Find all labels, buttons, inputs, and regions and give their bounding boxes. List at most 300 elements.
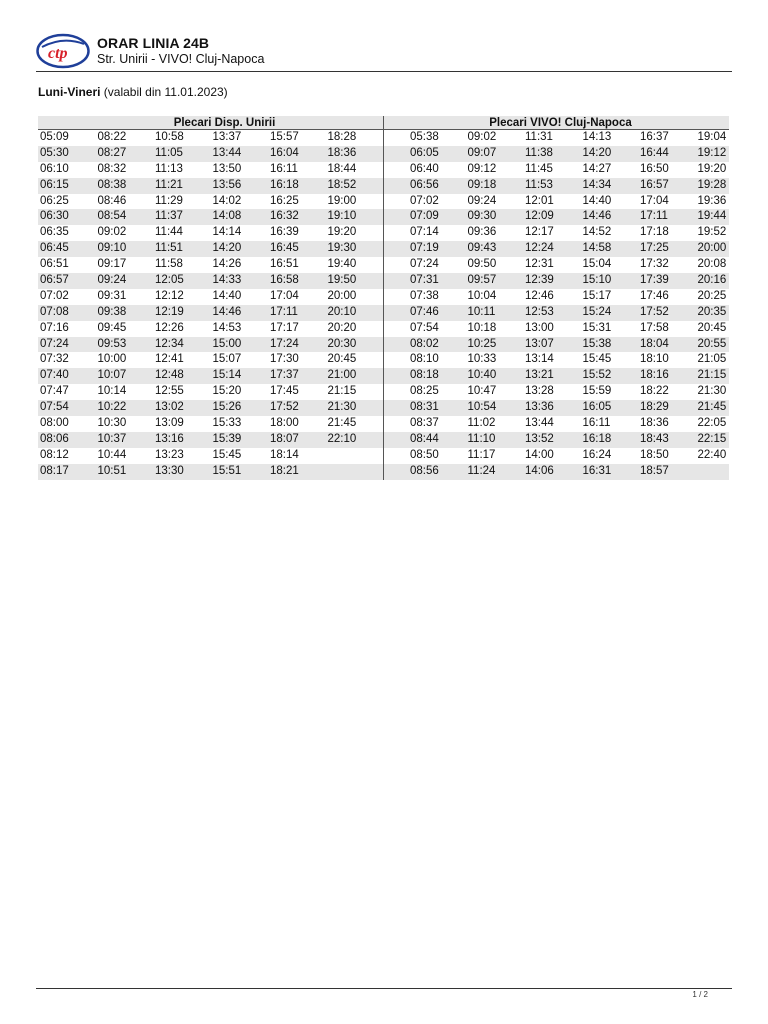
departure-time-cell: 08:32 bbox=[97, 162, 127, 175]
departure-time-cell: 21:45 bbox=[697, 401, 727, 414]
departure-time-cell: 15:39 bbox=[212, 432, 242, 445]
departure-time-cell bbox=[672, 464, 730, 480]
vivo-table-row bbox=[384, 273, 729, 289]
departure-time-cell: 17:11 bbox=[640, 210, 668, 223]
departure-time-cell: 07:14 bbox=[410, 226, 439, 239]
departure-time-cell: 14:13 bbox=[582, 131, 612, 143]
schedule-validity: (valabil din 11.01.2023) bbox=[103, 85, 228, 99]
departure-time-cell: 08:02 bbox=[410, 337, 439, 350]
departure-time-cell: 19:40 bbox=[327, 258, 357, 271]
departure-time-cell: 18:14 bbox=[270, 448, 299, 461]
departure-time-cell: 14:27 bbox=[582, 162, 612, 175]
departure-time-cell: 09:10 bbox=[97, 242, 127, 255]
departure-time-cell: 16:18 bbox=[582, 432, 612, 445]
departure-time-cell: 07:38 bbox=[410, 289, 439, 302]
departure-time-cell: 14:14 bbox=[212, 226, 242, 239]
departure-time-cell: 09:24 bbox=[467, 194, 497, 207]
departure-time-cell: 14:06 bbox=[525, 464, 554, 477]
departure-time-cell: 19:50 bbox=[327, 274, 357, 287]
departure-time-cell: 18:04 bbox=[640, 337, 669, 350]
departure-time-cell: 21:15 bbox=[327, 385, 357, 398]
departure-time-cell: 22:05 bbox=[697, 417, 727, 430]
departure-time-cell: 16:58 bbox=[270, 274, 299, 287]
vivo-table-row bbox=[384, 241, 729, 257]
departure-time-cell: 14:46 bbox=[212, 305, 242, 318]
departure-time-cell: 07:46 bbox=[410, 305, 439, 318]
departure-time-cell: 20:10 bbox=[327, 305, 357, 318]
unirii-table-row bbox=[38, 146, 383, 162]
departure-time-cell: 20:16 bbox=[697, 274, 727, 287]
unirii-table-row bbox=[38, 241, 383, 257]
departure-time-cell: 12:09 bbox=[525, 210, 554, 223]
departure-time-cell: 11:21 bbox=[155, 178, 183, 191]
departure-time-cell: 16:45 bbox=[270, 242, 299, 255]
unirii-table-row bbox=[38, 384, 383, 400]
departure-time-cell: 15:24 bbox=[582, 305, 612, 318]
departure-time-cell: 19:52 bbox=[697, 226, 727, 239]
unirii-table-row bbox=[38, 448, 383, 464]
unirii-table-row bbox=[38, 416, 383, 432]
departure-time-cell: 15:10 bbox=[582, 274, 612, 287]
vivo-table-row bbox=[384, 337, 729, 353]
departure-time-cell: 12:19 bbox=[155, 305, 184, 318]
departure-time-cell: 09:02 bbox=[467, 131, 497, 143]
departure-time-cell: 19:04 bbox=[697, 131, 727, 143]
vivo-table-row bbox=[384, 162, 729, 178]
departure-time-cell: 15:00 bbox=[212, 337, 242, 350]
departure-time-cell: 18:43 bbox=[640, 432, 669, 445]
departure-time-cell: 13:30 bbox=[155, 464, 184, 477]
departure-time-cell: 08:18 bbox=[410, 369, 439, 382]
departure-time-cell: 09:53 bbox=[97, 337, 127, 350]
vivo-table-row bbox=[384, 321, 729, 337]
departure-time-cell: 19:44 bbox=[697, 210, 727, 223]
departure-time-cell: 07:16 bbox=[40, 321, 69, 334]
departure-time-cell: 13:50 bbox=[212, 162, 242, 175]
departure-time-cell: 08:00 bbox=[40, 417, 69, 430]
unirii-table-row bbox=[38, 400, 383, 416]
vivo-table-row bbox=[384, 416, 729, 432]
departure-time-cell: 08:31 bbox=[410, 401, 439, 414]
departure-time-cell: 08:44 bbox=[410, 432, 439, 445]
departure-time-cell: 16:11 bbox=[582, 417, 611, 430]
departure-time-cell: 08:22 bbox=[97, 131, 127, 143]
departure-time-cell bbox=[326, 464, 384, 480]
departure-time-cell: 13:07 bbox=[525, 337, 554, 350]
departure-time-cell: 11:58 bbox=[155, 258, 183, 271]
departure-time-cell: 14:46 bbox=[582, 210, 612, 223]
vivo-table-row bbox=[384, 368, 729, 384]
departure-time-cell: 19:30 bbox=[327, 242, 357, 255]
unirii-table-row bbox=[38, 194, 383, 210]
departure-time-cell: 09:17 bbox=[97, 258, 127, 271]
departure-time-cell: 18:36 bbox=[640, 417, 669, 430]
departure-time-cell: 07:09 bbox=[410, 210, 439, 223]
departure-time-cell: 09:43 bbox=[467, 242, 497, 255]
departure-time-cell: 13:44 bbox=[525, 417, 554, 430]
departure-time-cell: 06:40 bbox=[410, 162, 439, 175]
departure-time-cell: 09:12 bbox=[467, 162, 497, 175]
departure-time-cell: 15:04 bbox=[582, 258, 612, 271]
document-header bbox=[36, 30, 732, 72]
departure-time-cell: 18:29 bbox=[640, 401, 669, 414]
departure-time-cell: 13:56 bbox=[212, 178, 242, 191]
departure-time-cell: 11:44 bbox=[155, 226, 183, 239]
departure-time-cell: 07:24 bbox=[40, 337, 69, 350]
departure-time-cell: 18:52 bbox=[327, 178, 357, 191]
departure-time-cell: 08:54 bbox=[97, 210, 127, 223]
departure-time-cell: 14:58 bbox=[582, 242, 612, 255]
departure-time-cell: 06:57 bbox=[40, 274, 69, 287]
departure-time-cell: 19:00 bbox=[327, 194, 357, 207]
departure-time-cell: 21:30 bbox=[327, 401, 357, 414]
departure-time-cell: 14:40 bbox=[212, 289, 242, 302]
departure-time-cell: 20:55 bbox=[697, 337, 727, 350]
departure-time-cell: 15:20 bbox=[212, 385, 242, 398]
departure-time-cell: 13:28 bbox=[525, 385, 554, 398]
departure-time-cell: 11:05 bbox=[155, 146, 183, 159]
departure-time-cell: 12:17 bbox=[525, 226, 554, 239]
unirii-table-row bbox=[38, 225, 383, 241]
departure-time-cell: 13:14 bbox=[525, 353, 554, 366]
departure-time-cell: 17:24 bbox=[270, 337, 299, 350]
departure-time-cell: 19:20 bbox=[697, 162, 727, 175]
vivo-table-row bbox=[384, 448, 729, 464]
departure-time-cell: 18:00 bbox=[270, 417, 299, 430]
departure-time-cell: 12:31 bbox=[525, 258, 554, 271]
unirii-table-row bbox=[38, 305, 383, 321]
departure-time-cell: 15:17 bbox=[582, 289, 612, 302]
departure-time-cell: 20:25 bbox=[697, 289, 727, 302]
vivo-table-row bbox=[384, 400, 729, 416]
departure-time-cell: 14:33 bbox=[212, 274, 242, 287]
departure-time-cell: 13:00 bbox=[525, 321, 554, 334]
departure-time-cell: 13:02 bbox=[155, 401, 184, 414]
departure-time-cell: 22:15 bbox=[697, 432, 727, 445]
departure-time-cell: 08:50 bbox=[410, 448, 439, 461]
departure-time-cell: 07:47 bbox=[40, 385, 69, 398]
departures-vivo-rows bbox=[384, 130, 729, 480]
departure-time-cell: 11:17 bbox=[467, 448, 496, 461]
unirii-table-row bbox=[38, 432, 383, 448]
departure-time-cell: 17:39 bbox=[640, 274, 669, 287]
departure-time-cell: 06:30 bbox=[40, 210, 69, 223]
departure-time-cell: 11:29 bbox=[155, 194, 183, 207]
departure-time-cell: 07:40 bbox=[40, 369, 69, 382]
departure-time-cell: 05:38 bbox=[410, 131, 439, 143]
ctp-logo bbox=[36, 32, 90, 70]
departure-time-cell: 07:31 bbox=[410, 274, 439, 287]
departure-time-cell: 17:32 bbox=[640, 258, 669, 271]
departure-time-cell: 14:26 bbox=[212, 258, 242, 271]
departure-time-cell: 20:35 bbox=[697, 305, 727, 318]
departure-time-cell: 17:04 bbox=[270, 289, 299, 302]
departure-time-cell: 12:53 bbox=[525, 305, 554, 318]
departure-time-cell: 21:45 bbox=[327, 417, 357, 430]
departure-time-cell: 16:37 bbox=[640, 131, 669, 143]
departure-time-cell: 16:57 bbox=[640, 178, 669, 191]
timetable bbox=[38, 116, 728, 480]
departure-time-cell: 07:02 bbox=[40, 289, 69, 302]
schedule-days: Luni-Vineri bbox=[38, 85, 101, 99]
departure-time-cell: 17:58 bbox=[640, 321, 669, 334]
departure-time-cell: 11:10 bbox=[467, 432, 496, 445]
unirii-table-row bbox=[38, 321, 383, 337]
vivo-table-row bbox=[384, 464, 729, 480]
departure-time-cell: 13:21 bbox=[525, 369, 554, 382]
departures-vivo-heading: Plecari VIVO! Cluj-Napoca bbox=[384, 116, 729, 130]
departure-time-cell: 11:31 bbox=[525, 131, 553, 143]
departure-time-cell: 20:00 bbox=[697, 242, 727, 255]
departure-time-cell: 21:30 bbox=[697, 385, 727, 398]
departure-time-cell: 07:54 bbox=[410, 321, 439, 334]
departure-time-cell: 13:36 bbox=[525, 401, 554, 414]
departure-time-cell: 08:46 bbox=[97, 194, 127, 207]
departure-time-cell: 20:45 bbox=[327, 353, 357, 366]
departure-time-cell: 17:17 bbox=[270, 321, 299, 334]
departure-time-cell: 12:12 bbox=[155, 289, 184, 302]
departure-time-cell: 13:23 bbox=[155, 448, 184, 461]
departure-time-cell: 09:45 bbox=[97, 321, 127, 334]
departure-time-cell: 11:53 bbox=[525, 178, 553, 191]
departure-time-cell: 10:04 bbox=[467, 289, 497, 302]
svg-text:ctp: ctp bbox=[48, 45, 68, 62]
departure-time-cell: 17:18 bbox=[640, 226, 669, 239]
vivo-table-row bbox=[384, 178, 729, 194]
departure-time-cell: 10:11 bbox=[467, 305, 496, 318]
departure-time-cell: 10:18 bbox=[467, 321, 497, 334]
departure-time-cell: 17:04 bbox=[640, 194, 669, 207]
departure-time-cell: 16:44 bbox=[640, 146, 669, 159]
header-divider bbox=[36, 71, 732, 72]
page-number: 1 / 2 bbox=[692, 990, 708, 999]
unirii-table-row bbox=[38, 209, 383, 225]
departure-time-cell: 17:25 bbox=[640, 242, 669, 255]
departure-time-cell: 19:12 bbox=[697, 146, 727, 159]
departure-time-cell: 14:00 bbox=[525, 448, 554, 461]
departure-time-cell: 09:18 bbox=[467, 178, 497, 191]
departure-time-cell: 18:57 bbox=[640, 464, 669, 477]
departure-time-cell: 22:40 bbox=[697, 448, 727, 461]
departure-time-cell: 19:10 bbox=[327, 210, 357, 223]
departure-time-cell: 18:16 bbox=[640, 369, 669, 382]
departure-time-cell: 07:19 bbox=[410, 242, 439, 255]
departure-time-cell: 12:46 bbox=[525, 289, 554, 302]
departures-unirii-heading: Plecari Disp. Unirii bbox=[38, 116, 383, 130]
departure-time-cell: 20:20 bbox=[327, 321, 357, 334]
departure-time-cell: 18:36 bbox=[327, 146, 357, 159]
unirii-table-row bbox=[38, 178, 383, 194]
departure-time-cell: 17:37 bbox=[270, 369, 299, 382]
departure-time-cell: 16:18 bbox=[270, 178, 299, 191]
departure-time-cell: 11:24 bbox=[467, 464, 496, 477]
departure-time-cell: 18:22 bbox=[640, 385, 669, 398]
vivo-table-row bbox=[384, 209, 729, 225]
departure-time-cell: 21:05 bbox=[697, 353, 727, 366]
departure-time-cell: 09:24 bbox=[97, 274, 127, 287]
departure-time-cell: 19:20 bbox=[327, 226, 357, 239]
departure-time-cell: 06:45 bbox=[40, 242, 69, 255]
vivo-table-row bbox=[384, 130, 729, 146]
departure-time-cell: 16:11 bbox=[270, 162, 298, 175]
departure-time-cell: 11:45 bbox=[525, 162, 553, 175]
departure-time-cell: 20:00 bbox=[327, 289, 357, 302]
departure-time-cell: 15:14 bbox=[212, 369, 242, 382]
departure-time-cell: 13:52 bbox=[525, 432, 554, 445]
departure-time-cell: 06:35 bbox=[40, 226, 69, 239]
departure-time-cell: 12:55 bbox=[155, 385, 184, 398]
vivo-table-row bbox=[384, 225, 729, 241]
departure-time-cell: 06:56 bbox=[410, 178, 439, 191]
departure-time-cell: 18:07 bbox=[270, 432, 299, 445]
departure-time-cell: 10:30 bbox=[97, 417, 127, 430]
departure-time-cell: 16:05 bbox=[582, 401, 612, 414]
departure-time-cell: 07:32 bbox=[40, 353, 69, 366]
unirii-table-row bbox=[38, 130, 383, 146]
departure-time-cell: 10:44 bbox=[97, 448, 127, 461]
departure-time-cell: 10:00 bbox=[97, 353, 127, 366]
departure-time-cell: 11:37 bbox=[155, 210, 183, 223]
departure-time-cell: 12:48 bbox=[155, 369, 184, 382]
departure-time-cell: 06:51 bbox=[40, 258, 69, 271]
schedule-label bbox=[38, 85, 228, 99]
departures-vivo-table bbox=[384, 116, 729, 480]
departure-time-cell: 15:59 bbox=[582, 385, 612, 398]
departure-time-cell: 17:46 bbox=[640, 289, 669, 302]
departure-time-cell: 12:41 bbox=[155, 353, 184, 366]
departure-time-cell: 10:54 bbox=[467, 401, 497, 414]
unirii-table-row bbox=[38, 337, 383, 353]
departure-time-cell: 17:52 bbox=[640, 305, 669, 318]
departure-time-cell: 17:45 bbox=[270, 385, 299, 398]
departure-time-cell: 12:05 bbox=[155, 274, 184, 287]
departure-time-cell: 17:30 bbox=[270, 353, 299, 366]
departure-time-cell: 06:15 bbox=[40, 178, 69, 191]
vivo-table-row bbox=[384, 432, 729, 448]
departure-time-cell: 06:25 bbox=[40, 194, 69, 207]
departure-time-cell: 09:57 bbox=[467, 274, 497, 287]
footer-divider bbox=[36, 988, 732, 989]
departure-time-cell: 16:04 bbox=[270, 146, 299, 159]
departure-time-cell: 08:10 bbox=[410, 353, 439, 366]
departure-time-cell: 10:58 bbox=[155, 131, 184, 143]
unirii-table-row bbox=[38, 257, 383, 273]
departure-time-cell: 07:54 bbox=[40, 401, 69, 414]
departure-time-cell: 13:16 bbox=[155, 432, 184, 445]
unirii-table-row bbox=[38, 273, 383, 289]
departure-time-cell: 10:33 bbox=[467, 353, 497, 366]
departure-time-cell: 06:05 bbox=[410, 146, 439, 159]
departure-time-cell: 20:08 bbox=[697, 258, 727, 271]
departure-time-cell: 15:07 bbox=[212, 353, 242, 366]
departure-time-cell: 19:36 bbox=[697, 194, 727, 207]
departure-time-cell: 14:40 bbox=[582, 194, 612, 207]
departure-time-cell: 15:45 bbox=[582, 353, 612, 366]
departure-time-cell: 09:07 bbox=[467, 146, 497, 159]
departure-time-cell: 07:24 bbox=[410, 258, 439, 271]
vivo-table-row bbox=[384, 305, 729, 321]
departure-time-cell: 15:45 bbox=[212, 448, 242, 461]
departure-time-cell: 15:57 bbox=[270, 131, 299, 143]
departure-time-cell: 17:11 bbox=[270, 305, 298, 318]
unirii-table-row bbox=[38, 289, 383, 305]
departure-time-cell: 12:26 bbox=[155, 321, 184, 334]
departure-time-cell: 16:24 bbox=[582, 448, 612, 461]
departure-time-cell: 10:14 bbox=[97, 385, 127, 398]
departure-time-cell: 20:30 bbox=[327, 337, 357, 350]
departure-time-cell: 09:02 bbox=[97, 226, 127, 239]
departure-time-cell: 08:25 bbox=[410, 385, 439, 398]
departure-time-cell: 14:08 bbox=[212, 210, 242, 223]
departure-time-cell: 08:27 bbox=[97, 146, 127, 159]
departure-time-cell: 12:01 bbox=[525, 194, 554, 207]
departure-time-cell: 12:34 bbox=[155, 337, 184, 350]
departure-time-cell: 09:31 bbox=[97, 289, 127, 302]
departures-unirii-table bbox=[38, 116, 384, 480]
departure-time-cell: 08:56 bbox=[410, 464, 439, 477]
departure-time-cell: 09:38 bbox=[97, 305, 127, 318]
departure-time-cell: 08:06 bbox=[40, 432, 69, 445]
unirii-table-row bbox=[38, 464, 383, 480]
vivo-table-row bbox=[384, 194, 729, 210]
departure-time-cell: 16:25 bbox=[270, 194, 299, 207]
departure-time-cell: 18:44 bbox=[327, 162, 357, 175]
departure-time-cell: 08:12 bbox=[40, 448, 69, 461]
departure-time-cell: 21:00 bbox=[327, 369, 357, 382]
departure-time-cell: 10:51 bbox=[97, 464, 127, 477]
departure-time-cell: 09:30 bbox=[467, 210, 497, 223]
departure-time-cell: 17:52 bbox=[270, 401, 299, 414]
departure-time-cell: 14:34 bbox=[582, 178, 612, 191]
departure-time-cell: 08:38 bbox=[97, 178, 127, 191]
departure-time-cell: 16:51 bbox=[270, 258, 299, 271]
page-title: ORAR LINIA 24B bbox=[97, 35, 210, 51]
departure-time-cell: 18:28 bbox=[327, 131, 357, 143]
departure-time-cell: 06:10 bbox=[40, 162, 69, 175]
departure-time-cell: 07:08 bbox=[40, 305, 69, 318]
departure-time-cell: 10:22 bbox=[97, 401, 127, 414]
unirii-table-row bbox=[38, 368, 383, 384]
departure-time-cell: 14:53 bbox=[212, 321, 242, 334]
departure-time-cell: 13:37 bbox=[212, 131, 242, 143]
departure-time-cell: 19:28 bbox=[697, 178, 727, 191]
departure-time-cell: 11:51 bbox=[155, 242, 183, 255]
departure-time-cell: 10:25 bbox=[467, 337, 497, 350]
route-subtitle: Str. Unirii - VIVO! Cluj-Napoca bbox=[97, 52, 265, 66]
departure-time-cell: 05:30 bbox=[40, 146, 69, 159]
departure-time-cell: 11:02 bbox=[467, 417, 496, 430]
departures-unirii-rows bbox=[38, 130, 383, 480]
departure-time-cell: 07:02 bbox=[410, 194, 439, 207]
departure-time-cell: 14:52 bbox=[582, 226, 612, 239]
departure-time-cell: 08:37 bbox=[410, 417, 439, 430]
departure-time-cell bbox=[326, 448, 384, 464]
departure-time-cell: 12:24 bbox=[525, 242, 554, 255]
unirii-table-row bbox=[38, 162, 383, 178]
departure-time-cell: 05:09 bbox=[40, 131, 69, 143]
vivo-table-row bbox=[384, 146, 729, 162]
vivo-table-row bbox=[384, 257, 729, 273]
vivo-table-row bbox=[384, 352, 729, 368]
vivo-table-row bbox=[384, 384, 729, 400]
departure-time-cell: 11:38 bbox=[525, 146, 553, 159]
departure-time-cell: 12:39 bbox=[525, 274, 554, 287]
departure-time-cell: 14:20 bbox=[212, 242, 242, 255]
departure-time-cell: 14:02 bbox=[212, 194, 242, 207]
departure-time-cell: 10:40 bbox=[467, 369, 497, 382]
departure-time-cell: 15:31 bbox=[582, 321, 612, 334]
departure-time-cell: 11:13 bbox=[155, 162, 183, 175]
